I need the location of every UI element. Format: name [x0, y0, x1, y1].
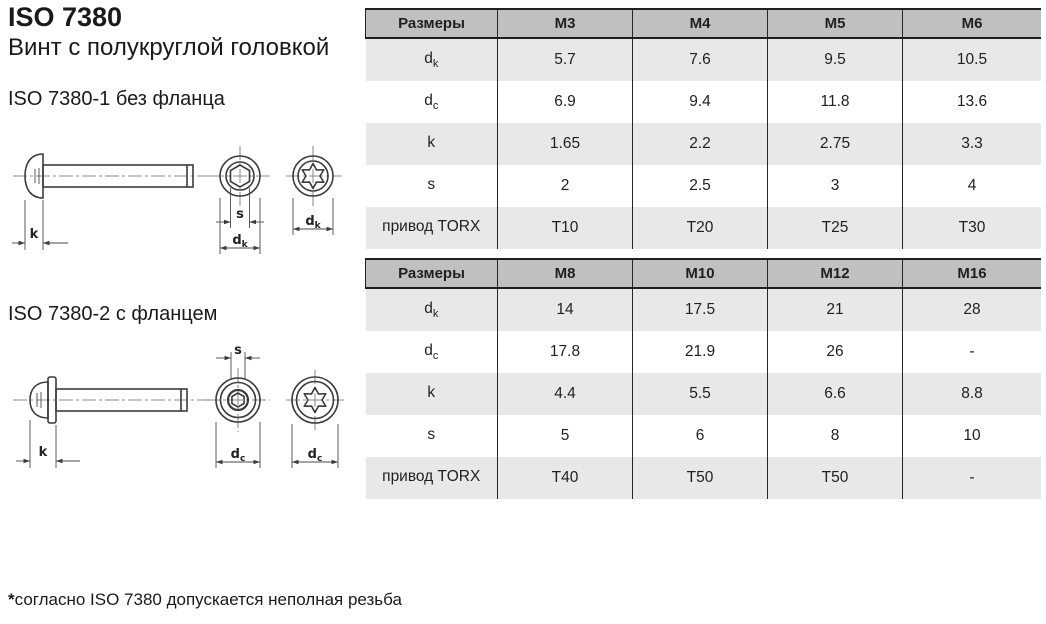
cell: 8 [768, 415, 903, 457]
cell: 3 [768, 165, 903, 207]
drawing2-label: ISO 7380-2 с фланцем [8, 303, 218, 325]
column-header: M10 [633, 259, 768, 288]
table-row [366, 81, 1042, 123]
cell: T50 [633, 457, 768, 499]
drawing1-label: ISO 7380-1 без фланца [8, 88, 225, 110]
cell: 17.5 [633, 288, 768, 331]
dim-label-s: s [236, 207, 244, 222]
spec-table-m8-m16 [365, 258, 1041, 499]
drawing-iso7380-2 [10, 328, 360, 498]
cell: 2.5 [633, 165, 768, 207]
cell: 26 [768, 331, 903, 373]
cell: 5.5 [633, 373, 768, 415]
cell: 10 [903, 415, 1042, 457]
hex-socket-view [210, 146, 270, 254]
cell: 17.8 [498, 331, 633, 373]
column-header: M5 [768, 9, 903, 38]
cell: T40 [498, 457, 633, 499]
table-header-row [366, 9, 1042, 38]
page-subtitle: Винт с полукруглой головкой [8, 34, 330, 61]
table-row [366, 207, 1042, 249]
row-label: привод TORX [382, 217, 481, 235]
row-label: $d_c$ [424, 91, 439, 113]
footnote-asterisk: * [8, 590, 15, 609]
torx-socket-flange-view [286, 370, 344, 468]
dim-label-dk: $d_k$ [305, 214, 321, 231]
dim-label-dk: $d_k$ [232, 233, 248, 250]
dim-label-dc: $d_c$ [307, 447, 323, 464]
torx-socket-view [286, 146, 342, 235]
cell: 4 [903, 165, 1042, 207]
row-label: $d_k$ [424, 299, 439, 321]
footnote [8, 590, 402, 610]
row-label: s [427, 425, 436, 443]
cell: 1.65 [498, 123, 633, 165]
cell: T30 [903, 207, 1042, 249]
cell: T50 [768, 457, 903, 499]
column-header: M12 [768, 259, 903, 288]
column-header: Размеры [366, 9, 498, 38]
row-label: k [427, 383, 436, 401]
table-row [366, 457, 1042, 499]
footnote-text: согласно ISO 7380 допускается неполная резьба [14, 590, 402, 609]
cell: - [903, 457, 1042, 499]
cell: 6.6 [768, 373, 903, 415]
table-row [366, 38, 1042, 81]
dim-label-s: s [234, 343, 242, 358]
spec-table-m3-m6 [365, 8, 1041, 249]
cell: 9.4 [633, 81, 768, 123]
row-label: k [427, 133, 436, 151]
cell: 2 [498, 165, 633, 207]
cell: 2.75 [768, 123, 903, 165]
cell: 10.5 [903, 38, 1042, 81]
table-row [366, 331, 1042, 373]
column-header: M6 [903, 9, 1042, 38]
row-label: $d_c$ [424, 341, 439, 363]
row-label: привод TORX [382, 467, 481, 485]
cell: 13.6 [903, 81, 1042, 123]
cell: 3.3 [903, 123, 1042, 165]
side-view-flange [13, 377, 210, 468]
cell: T20 [633, 207, 768, 249]
cell: T25 [768, 207, 903, 249]
cell: 5.7 [498, 38, 633, 81]
dim-label-k: k [38, 445, 48, 460]
cell: - [903, 331, 1042, 373]
dim-label-dc: $d_c$ [230, 447, 246, 464]
side-view-no-flange [12, 154, 210, 250]
cell: 9.5 [768, 38, 903, 81]
dim-label-k: k [29, 227, 39, 242]
table-row [366, 415, 1042, 457]
cell: 14 [498, 288, 633, 331]
cell: 11.8 [768, 81, 903, 123]
column-header: M4 [633, 9, 768, 38]
column-header: M16 [903, 259, 1042, 288]
cell: 21 [768, 288, 903, 331]
table-row [366, 165, 1042, 207]
cell: 28 [903, 288, 1042, 331]
column-header: Размеры [366, 259, 498, 288]
cell: 6 [633, 415, 768, 457]
cell: 8.8 [903, 373, 1042, 415]
cell: T10 [498, 207, 633, 249]
cell: 2.2 [633, 123, 768, 165]
table-row [366, 373, 1042, 415]
cell: 6.9 [498, 81, 633, 123]
cell: 5 [498, 415, 633, 457]
drawing-iso7380-1 [10, 138, 360, 263]
table-row [366, 123, 1042, 165]
column-header: M3 [498, 9, 633, 38]
cell: 7.6 [633, 38, 768, 81]
cell: 4.4 [498, 373, 633, 415]
column-header: M8 [498, 259, 633, 288]
cell: 21.9 [633, 331, 768, 373]
table-header-row [366, 259, 1042, 288]
page-title: ISO 7380 [8, 2, 123, 32]
row-label: s [427, 175, 436, 193]
row-label: $d_k$ [424, 49, 439, 71]
table-row [366, 288, 1042, 331]
hex-socket-flange-view [206, 343, 270, 468]
